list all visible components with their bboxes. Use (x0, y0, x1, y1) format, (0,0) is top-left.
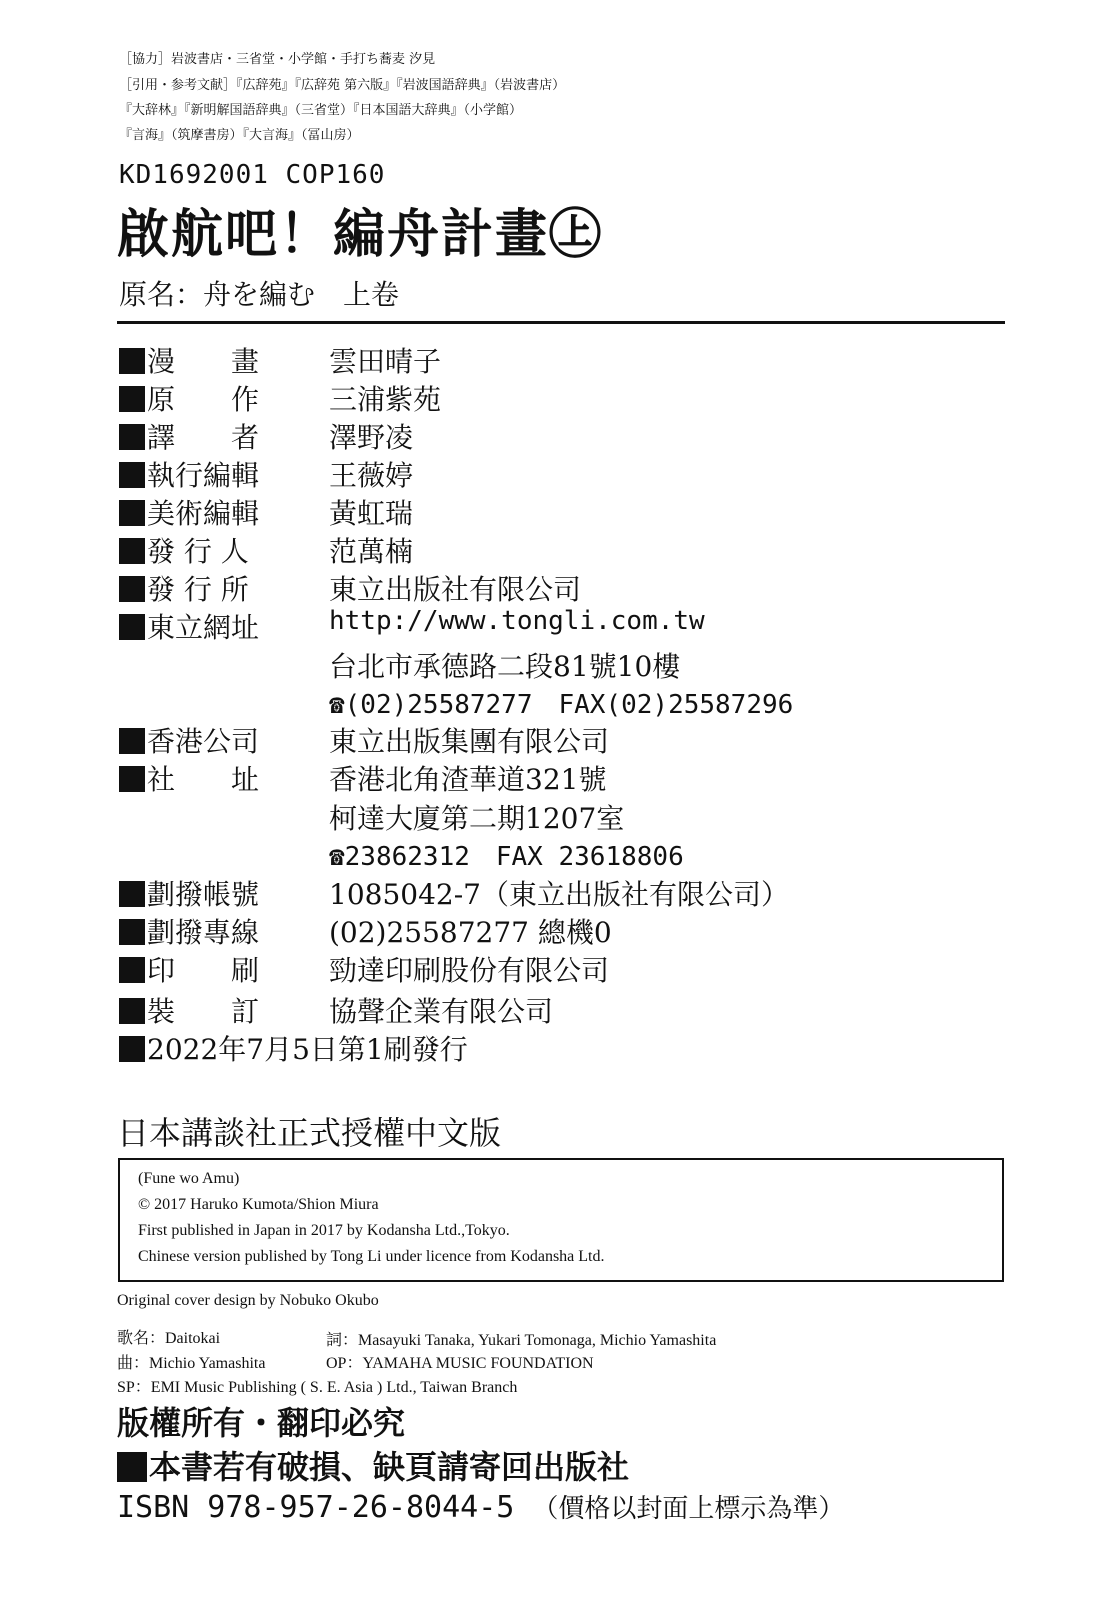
square-bullet-icon (119, 386, 145, 412)
credit-row-hk-phone (119, 836, 999, 872)
credit-label: 漫 畫 (147, 345, 260, 378)
cover-design-credit: Original cover design by Nobuko Okubo (117, 1292, 379, 1309)
credit-row-publisher (119, 568, 999, 604)
product-code: KD1692001 COP160 (119, 160, 386, 190)
credit-value: 王薇婷 (329, 459, 414, 492)
square-bullet-icon (119, 538, 145, 564)
credit-label: 印 刷 (147, 954, 260, 987)
copyright-line: © 2017 Haruko Kumota/Shion Miura (138, 1196, 379, 1213)
credit-value: ☎(02)25587277 FAX(02)25587296 (329, 690, 794, 720)
credit-row-printing (119, 949, 999, 985)
credit-label: 譯 者 (147, 421, 260, 454)
credit-value: 1085042-7（東立出版社有限公司） (329, 878, 789, 911)
square-bullet-icon (119, 424, 145, 450)
credit-label: 發 行 所 (147, 573, 249, 606)
credit-label: 執行編輯 (147, 459, 260, 492)
credit-row-translator (119, 416, 999, 452)
website-link[interactable]: http://www.tongli.com.tw (329, 606, 705, 636)
credit-value: ☎23862312 FAX 23618806 (329, 842, 684, 872)
credit-value: 勁達印刷股份有限公司 (329, 954, 610, 987)
credit-label: 劃撥專線 (147, 916, 260, 949)
credit-row-hk-address-2 (119, 797, 999, 833)
credit-label: 原 作 (147, 383, 260, 416)
credit-row-exec-editor (119, 454, 999, 490)
credit-value: 香港北角渣華道321號 (329, 763, 607, 796)
credit-value: 協聲企業有限公司 (329, 995, 554, 1028)
isbn: ISBN 978-957-26-8044-5 (117, 1490, 515, 1525)
square-bullet-icon (119, 576, 145, 602)
credit-value: 三浦紫苑 (329, 383, 442, 416)
square-bullet-icon (119, 919, 145, 945)
credit-label: 劃撥帳號 (147, 878, 260, 911)
credit-row-website (119, 606, 999, 642)
square-bullet-icon (119, 1036, 145, 1062)
book-title: 啟航吧！編舟計畫㊤ (117, 204, 604, 265)
publish-date-row (119, 1028, 999, 1064)
square-bullet-icon (119, 998, 145, 1024)
return-notice: 本書若有破損、缺頁請寄回出版社 (149, 1448, 630, 1486)
publish-date: 2022年7月5日第1刷發行 (147, 1033, 468, 1066)
credit-row-account (119, 873, 999, 909)
song-name: 歌名：Daitokai (117, 1330, 221, 1347)
song-lyrics: 詞：Masayuki Tanaka, Yukari Tomonaga, Michio Yamashita (326, 1332, 717, 1349)
credit-row-manga (119, 340, 999, 376)
square-bullet-icon (119, 462, 145, 488)
credit-value: 東立出版集團有限公司 (329, 725, 610, 758)
copyright-line: Chinese version published by Tong Li under licence from Kodansha Ltd. (138, 1248, 605, 1265)
credit-value: 柯達大廈第二期1207室 (329, 802, 625, 835)
credit-row-hotline (119, 911, 999, 947)
credit-value: (02)25587277 總機0 (329, 916, 612, 949)
credits-references-1: ［引用・参考文献］『広辞苑』『広辞苑 第六版』『岩波国語辞典』（岩波書店） (119, 78, 566, 93)
credit-label: 社 址 (147, 763, 260, 796)
copyright-line: First published in Japan in 2017 by Kodansha Ltd.,Tokyo. (138, 1222, 510, 1239)
credit-row-binding (119, 990, 999, 1026)
square-bullet-icon (119, 881, 145, 907)
square-bullet-icon (119, 348, 145, 374)
rights-reserved: 版權所有・翻印必究 (117, 1404, 406, 1442)
credit-value: 雲田晴子 (329, 345, 442, 378)
price-note: （價格以封面上標示為準） (532, 1494, 845, 1524)
credit-label: 美術編輯 (147, 497, 260, 530)
credit-value: 東立出版社有限公司 (329, 573, 582, 606)
square-bullet-icon (119, 728, 145, 754)
credit-row-hk-company (119, 720, 999, 756)
original-title: 原名：舟を編む 上卷 (119, 278, 400, 311)
credit-value: 澤野凌 (329, 421, 414, 454)
credit-value: 黃虹瑞 (329, 497, 414, 530)
copyright-line: (Fune wo Amu) (138, 1170, 240, 1187)
song-sp: SP：EMI Music Publishing ( S. E. Asia ) Ltd., Taiwan Branch (117, 1379, 518, 1396)
credit-value: 台北市承德路二段81號10樓 (329, 650, 681, 683)
square-bullet-icon (119, 766, 145, 792)
credit-row-phone (119, 684, 999, 720)
copyright-box (118, 1158, 1004, 1282)
credit-row-original (119, 378, 999, 414)
isbn-row (117, 1488, 844, 1525)
credits-references-2: 『大辞林』『新明解国語辞典』（三省堂）『日本国語大辞典』（小学館） (119, 103, 523, 118)
credit-row-address (119, 645, 999, 681)
credit-label: 裝 訂 (147, 995, 260, 1028)
licensed-edition: 日本講談社正式授權中文版 (117, 1114, 502, 1152)
credit-label: 香港公司 (147, 725, 260, 758)
credit-row-art-editor (119, 492, 999, 528)
credit-label: 發 行 人 (147, 535, 249, 568)
divider (117, 321, 1005, 324)
credit-label: 東立網址 (147, 611, 260, 644)
song-op: OP：YAMAHA MUSIC FOUNDATION (326, 1355, 594, 1372)
credit-value: 范萬楠 (329, 535, 414, 568)
square-bullet-icon (119, 957, 145, 983)
square-bullet-icon (119, 614, 145, 640)
square-bullet-icon (119, 500, 145, 526)
credits-references-3: 『言海』（筑摩書房）『大言海』（冨山房） (119, 128, 360, 143)
return-notice-row (117, 1442, 629, 1488)
credit-row-publisher-person (119, 530, 999, 566)
credits-cooperation: ［協力］岩波書店・三省堂・小学館・手打ち蕎麦 汐見 (119, 52, 436, 67)
song-music: 曲：Michio Yamashita (117, 1355, 266, 1372)
credit-row-hk-address (119, 758, 999, 794)
square-bullet-icon (117, 1452, 147, 1482)
